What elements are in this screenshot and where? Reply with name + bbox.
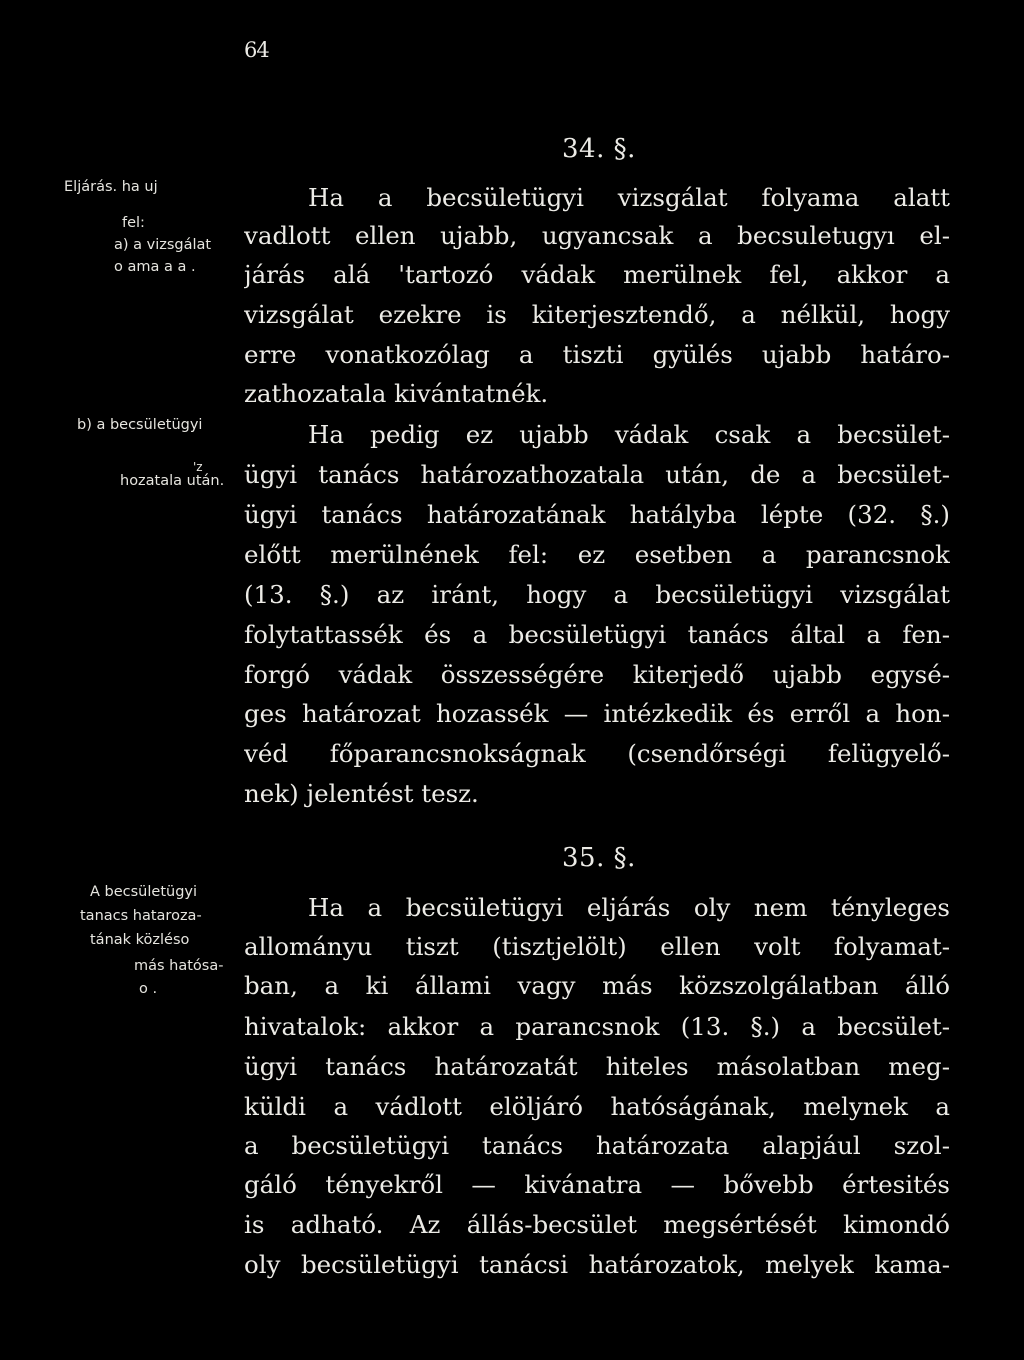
body-line: küldi a vádlott elöljáró hatóságának, melynek a [244, 1092, 950, 1121]
body-line: erre vonatkozólag a tiszti gyülés ujabb határo- [244, 340, 950, 369]
body-line: oly becsületügyi tanácsi határozatok, melyek kama- [244, 1250, 950, 1279]
margin-note-line: hozatala után. [120, 473, 225, 489]
body-line: zathozatala kivántatnék. [244, 379, 549, 408]
body-line: (13. §.) az iránt, hogy a becsületügyi vizsgálat [244, 580, 950, 609]
body-line: Ha a becsületügyi eljárás oly nem tényleges [308, 893, 950, 922]
body-line: gáló tényekről — kivánatra — bővebb értesités [244, 1170, 950, 1199]
body-line: Ha a becsületügyi vizsgálat folyama alatt [308, 183, 950, 212]
body-line: Ha pedig ez ujabb vádak csak a becsület- [308, 420, 950, 449]
margin-note-line: b) a becsületügyi [77, 417, 203, 433]
body-line: a becsületügyi tanács határozata alapjául szol- [244, 1131, 950, 1160]
margin-note-line: tanacs hataroza- [80, 908, 202, 924]
body-line: ges határozat hozassék — intézkedik és erről a hon- [244, 699, 950, 728]
margin-note-line: tának közléso [90, 932, 190, 948]
body-line: allományu tiszt (tisztjelölt) ellen volt folyamat- [244, 932, 950, 961]
body-line: előtt merülnének fel: ez esetben a parancsnok [244, 540, 950, 569]
body-line: nek) jelentést tesz. [244, 779, 479, 808]
margin-note-line: Eljárás. ha uj [64, 179, 158, 195]
body-line: járás alá 'tartozó vádak merülnek fel, akkor a [244, 260, 950, 289]
margin-note-line: fel: [122, 215, 145, 231]
margin-note-line: A becsületügyi [90, 884, 198, 900]
margin-note-line: 'z [193, 460, 203, 474]
page-number: 64 [244, 38, 269, 62]
body-line: vadlott ellen ujabb, ugyancsak a becsuletugyı el- [244, 221, 950, 250]
body-line: forgó vádak összességére kiterjedő ujabb egysé- [244, 660, 950, 689]
margin-note-line: o . [139, 981, 158, 997]
section-heading: 34. §. [562, 134, 636, 164]
body-line: ügyi tanács határozatát hiteles másolatban meg- [244, 1052, 950, 1081]
body-line: ügyi tanács határozatának hatályba lépte (32. §.) [244, 500, 950, 529]
section-heading: 35. §. [562, 843, 636, 873]
margin-note-line: o ama a a . [114, 259, 196, 275]
body-line: ban, a ki állami vagy más közszolgálatban álló [244, 971, 950, 1000]
body-line: folytattassék és a becsületügyi tanács által a fen- [244, 620, 950, 649]
body-line: ügyi tanács határozathozatala után, de a becsület- [244, 460, 950, 489]
margin-note-line: más hatósa- [134, 958, 224, 974]
body-line: is adható. Az állás-becsület megsértését kimondó [244, 1210, 950, 1239]
body-line: véd főparancsnokságnak (csendőrségi felügyelő- [244, 739, 950, 768]
body-line: vizsgálat ezekre is kiterjesztendő, a nélkül, hogy [244, 300, 950, 329]
margin-note-line: a) a vizsgálat [114, 237, 212, 253]
body-line: hivatalok: akkor a parancsnok (13. §.) a becsület- [244, 1012, 950, 1041]
